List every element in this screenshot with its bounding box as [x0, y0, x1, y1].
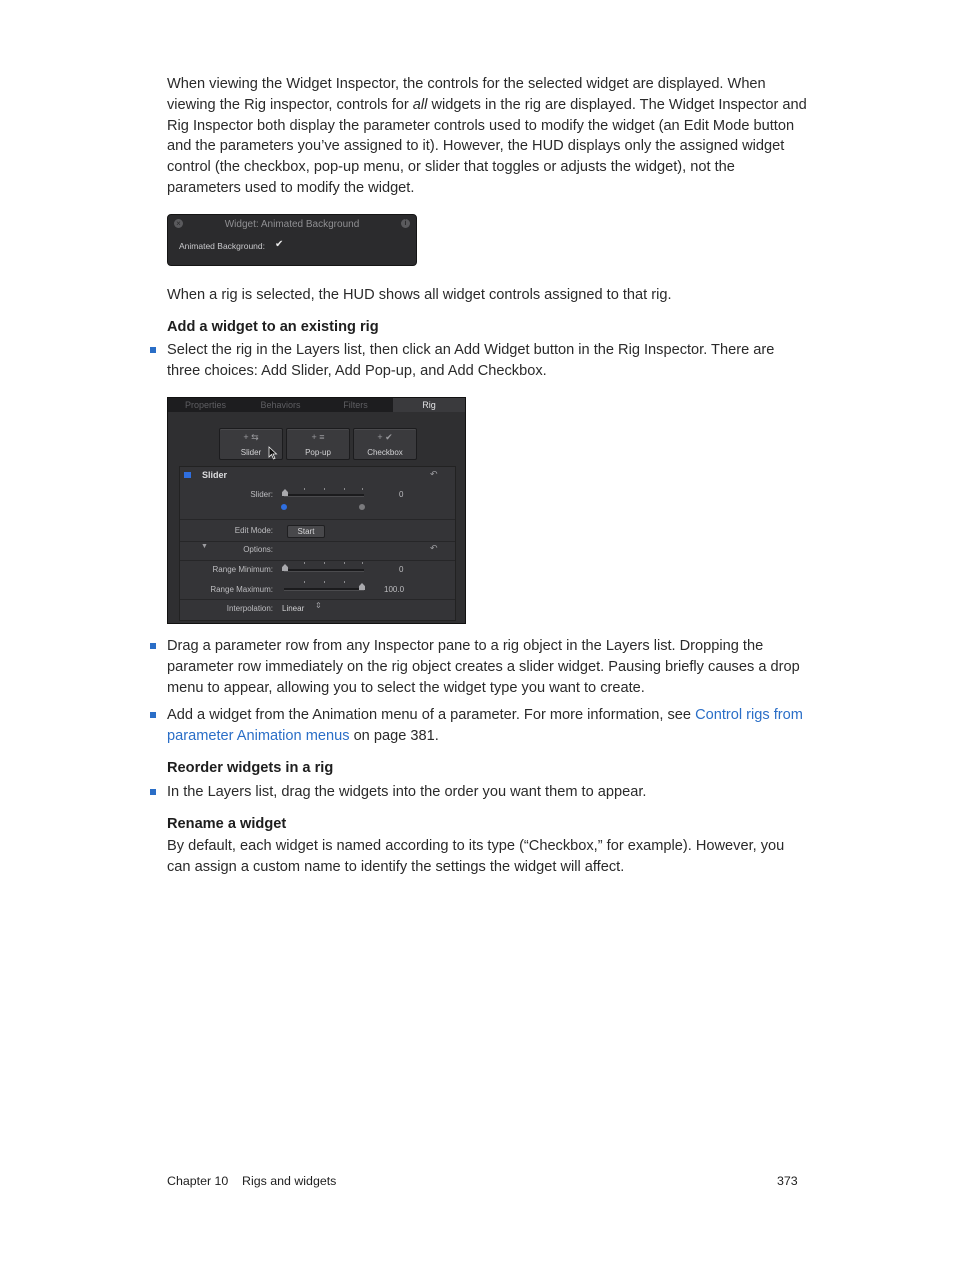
widget-enable-checkbox[interactable] — [184, 472, 191, 478]
bullet-marker — [150, 643, 156, 649]
slider-track[interactable] — [284, 494, 364, 497]
tick — [344, 562, 345, 564]
range-start-handle[interactable] — [281, 504, 287, 510]
divider — [180, 599, 455, 600]
slider-thumb[interactable] — [282, 564, 288, 571]
tab-rig[interactable]: Rig — [393, 398, 465, 412]
intro-paragraph — [167, 74, 807, 199]
slider-label: Slider: — [250, 490, 273, 499]
divider — [180, 519, 455, 520]
range-minimum-label: Range Minimum: — [212, 565, 273, 574]
range-minimum-slider[interactable] — [284, 569, 364, 572]
slider-thumb[interactable] — [359, 583, 365, 590]
hud-label: Animated Background: — [179, 241, 265, 251]
checkbox-icon: + ✔ — [377, 432, 393, 442]
hud-caption: When a rig is selected, the HUD shows all widget controls assigned to that rig. — [167, 287, 672, 303]
bullet3-text: Add a widget from the Animation menu of a parameter. For more information, see — [167, 707, 696, 723]
bullet-text: Drag a parameter row from any Inspector pane to a rig object in the Layers list. Dropping the parameter row immediately on the rig object creates a slider widget. Pausing briefly causes a drop menu to appear, allowing you to select the widget type you want to create. — [167, 638, 800, 696]
checkbox[interactable]: ✔ — [275, 239, 284, 250]
control-rigs-link[interactable]: Control rigs from parameter Animation menus — [167, 707, 803, 744]
start-button[interactable]: Start — [287, 525, 325, 538]
range-maximum-value[interactable]: 100.0 — [384, 585, 405, 594]
intro-text-2: widgets in the rig are displayed. The Widget Inspector and Rig Inspector both display the parameter controls used to modify the widget (an Edit Mode button and the parameters you’ve assigned to it). However, the HUD displays only the assigned widget control (the checkbox, pop-up menu, or slider that toggles or adjusts the widget), not the parameters used to modify the widget. — [167, 96, 807, 196]
bullet-text: Select the rig in the Layers list, then click an Add Widget button in the Rig Inspector. There are three choices: Add Slider, Add Pop-up, and Add Checkbox. — [167, 342, 775, 379]
intro-text-1: When viewing the Widget Inspector, the controls for the selected widget are displayed. When viewing the Rig inspector, controls for — [167, 76, 766, 113]
interpolation-label: Interpolation: — [226, 604, 273, 613]
cursor-icon — [268, 446, 278, 460]
bullet3-text-end: on page 381. — [349, 727, 439, 744]
popup-arrows-icon[interactable]: ⇕ — [315, 601, 322, 610]
add-popup-button[interactable] — [286, 428, 350, 460]
range-maximum-label: Range Maximum: — [210, 585, 273, 594]
widget-name: Slider — [202, 470, 228, 480]
slider-icon: + ⇆ — [243, 432, 259, 442]
bullet-text — [167, 705, 807, 747]
range-minimum-value[interactable]: 0 — [399, 565, 404, 574]
button-label: Pop-up — [305, 448, 331, 457]
tick — [362, 488, 363, 490]
bullet-marker — [150, 347, 156, 353]
range-end-handle[interactable] — [359, 504, 365, 510]
footer-chapter: Chapter 10 — [167, 1174, 229, 1188]
footer-chapter-title-link[interactable]: Rigs and widgets — [242, 1174, 337, 1188]
info-icon[interactable]: i — [401, 219, 410, 228]
hud-panel — [167, 214, 417, 266]
button-label: Slider — [240, 448, 262, 457]
popup-icon: + ≡ — [311, 432, 325, 442]
heading-add-widget: Add a widget to an existing rig — [167, 319, 379, 335]
slider-thumb[interactable] — [282, 489, 288, 496]
tick — [324, 562, 325, 564]
widget-panel — [179, 466, 456, 621]
tick — [344, 581, 345, 583]
tick — [344, 488, 345, 490]
tick — [362, 562, 363, 564]
tick — [324, 581, 325, 583]
hud-title: Widget: Animated Background — [224, 219, 360, 230]
reset-icon[interactable]: ↶ — [430, 469, 438, 479]
divider — [180, 560, 455, 561]
tick — [304, 581, 305, 583]
tick — [304, 488, 305, 490]
inspector-tabs — [168, 398, 465, 412]
bullet-marker — [150, 789, 156, 795]
page-number: 373 — [777, 1174, 798, 1188]
range-maximum-slider[interactable] — [284, 588, 364, 591]
divider — [180, 541, 455, 542]
options-label: Options: — [243, 545, 273, 554]
rig-inspector — [167, 397, 466, 624]
intro-italic: all — [412, 96, 428, 113]
heading-rename: Rename a widget — [167, 816, 287, 832]
disclosure-triangle-icon[interactable]: ▼ — [201, 543, 208, 550]
slider-value[interactable]: 0 — [399, 490, 404, 499]
tab-behaviors[interactable]: Behaviors — [260, 400, 301, 410]
button-label: Checkbox — [367, 448, 403, 457]
heading-reorder: Reorder widgets in a rig — [167, 760, 334, 776]
tick — [324, 488, 325, 490]
bullet-marker — [150, 712, 156, 718]
interpolation-popup[interactable]: Linear — [282, 604, 305, 613]
reset-icon[interactable]: ↶ — [430, 543, 438, 553]
bullet-text: In the Layers list, drag the widgets into the order you want them to appear. — [167, 784, 647, 800]
add-checkbox-button[interactable] — [353, 428, 417, 460]
tab-properties[interactable]: Properties — [184, 400, 227, 410]
tab-filters[interactable]: Filters — [343, 400, 368, 410]
edit-mode-label: Edit Mode: — [234, 526, 273, 535]
close-icon[interactable]: × — [174, 219, 183, 228]
rename-paragraph: By default, each widget is named according to its type (“Checkbox,” for example). However, you can assign a custom name to identify the settings the widget will affect. — [167, 838, 785, 875]
tick — [304, 562, 305, 564]
